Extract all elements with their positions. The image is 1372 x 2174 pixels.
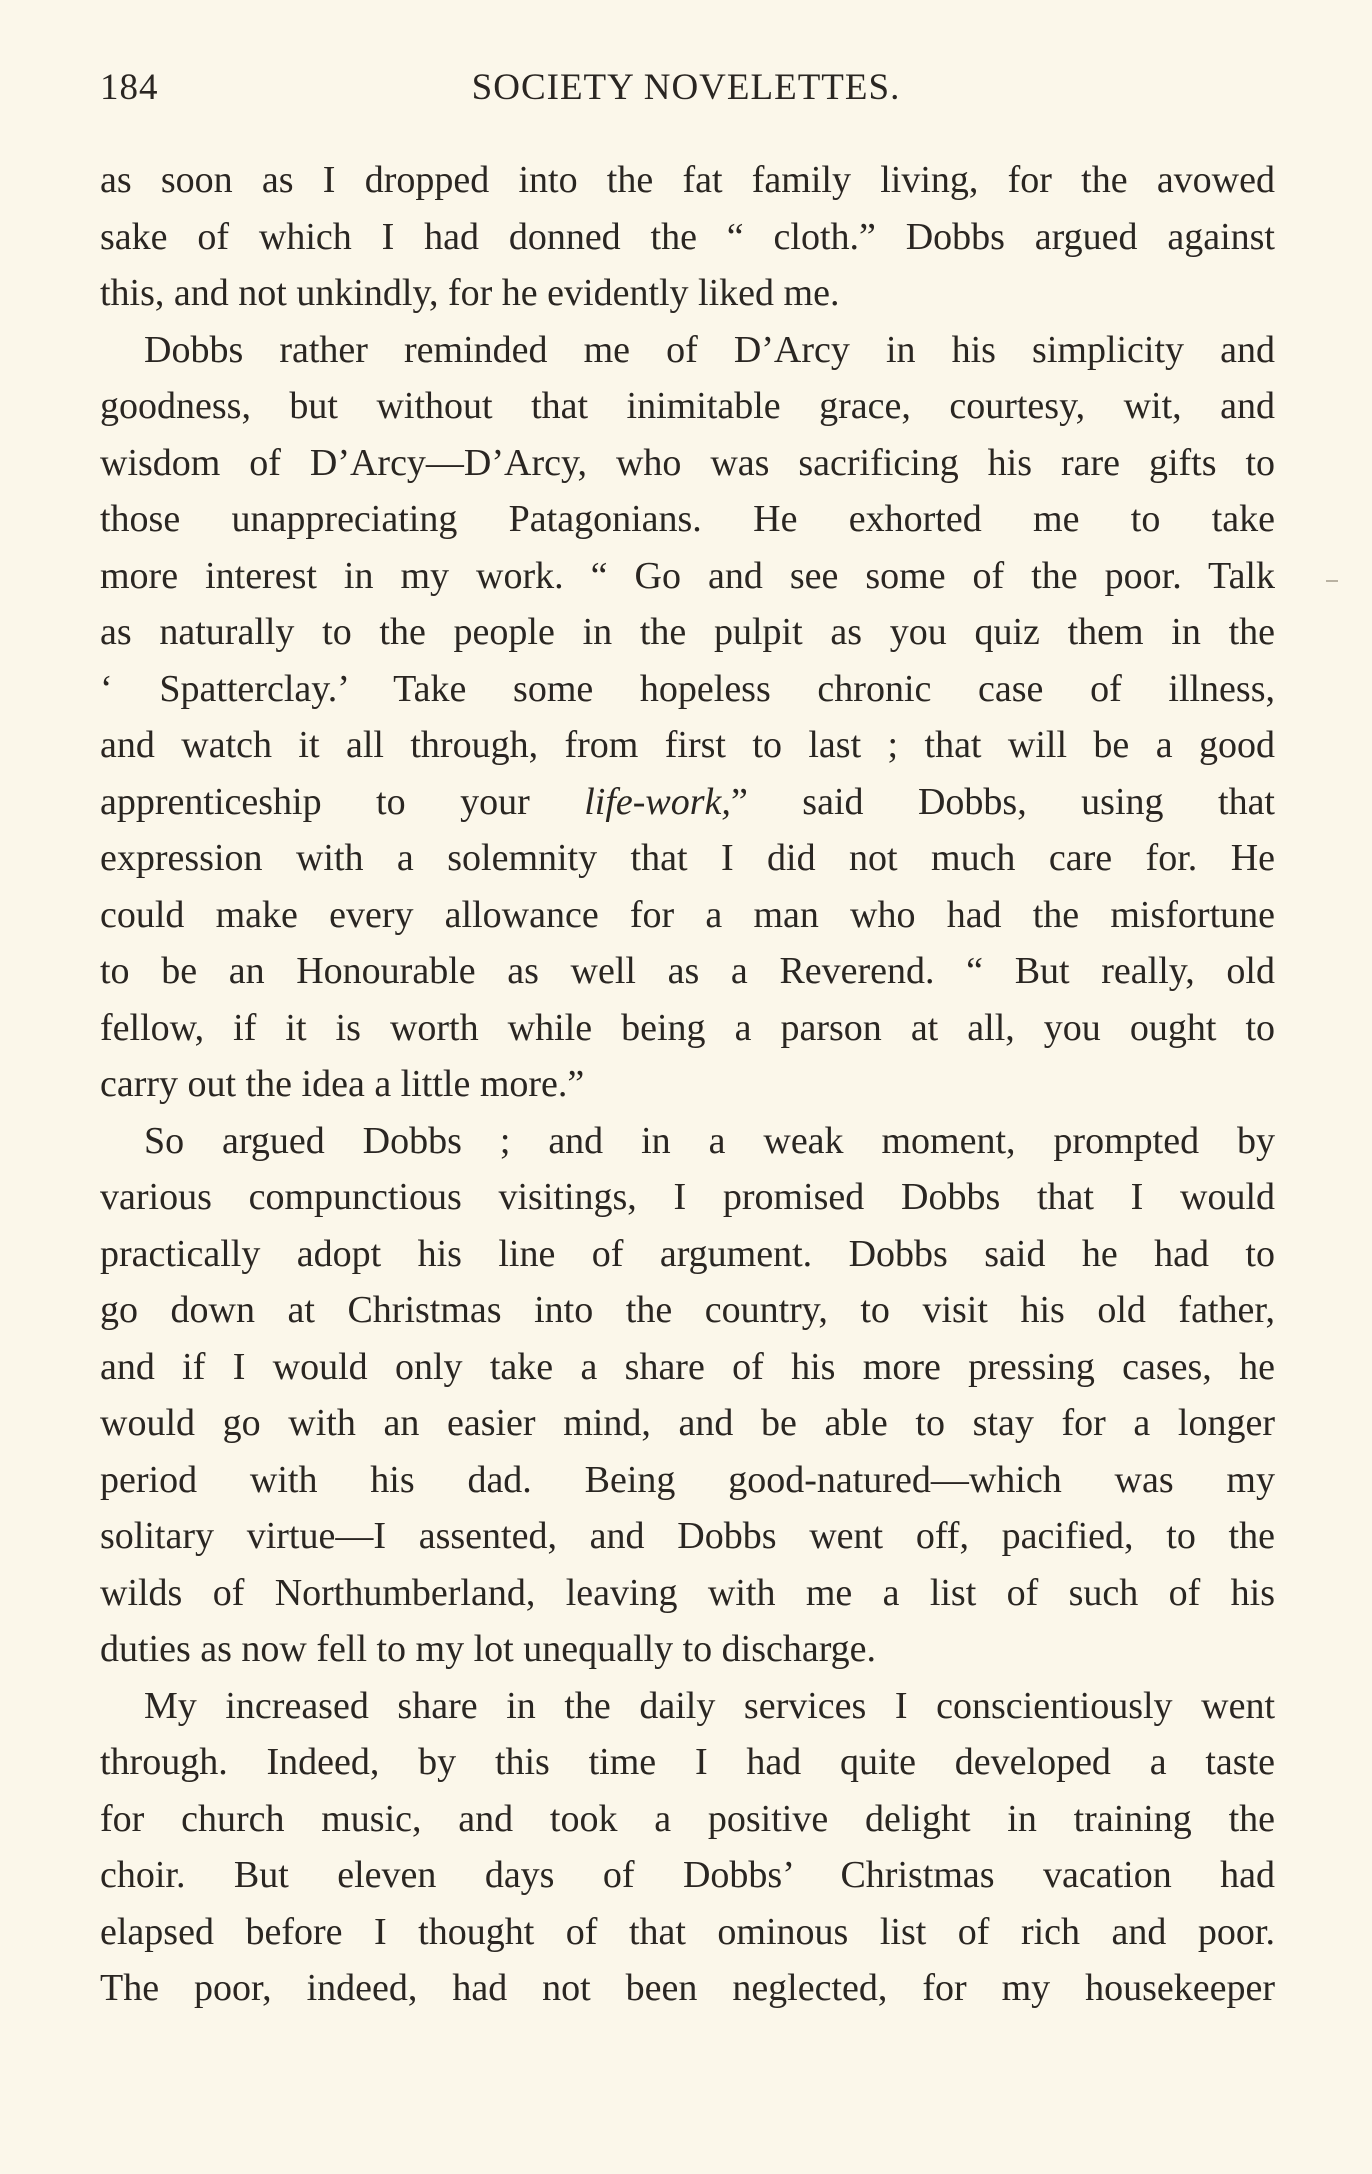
- margin-mark: [1326, 580, 1338, 582]
- page-header: [100, 66, 1272, 116]
- text-line: fellow, if it is worth while being a parson at all, you ought to: [100, 1006, 1275, 1049]
- text-line: Dobbs rather reminded me of D’Arcy in his simplicity and: [144, 328, 1275, 371]
- text-line: this, and not unkindly, for he evidently liked me.: [100, 272, 840, 314]
- text-line: wisdom of D’Arcy—D’Arcy, who was sacrificing his rare gifts to: [100, 441, 1275, 484]
- body-text: [100, 152, 1275, 2017]
- text-line: elapsed before I thought of that ominous list of rich and poor.: [100, 1910, 1275, 1953]
- text-line: various compunctious visitings, I promised Dobbs that I would: [100, 1176, 1275, 1218]
- text-line: So argued Dobbs ; and in a weak moment, prompted by: [144, 1119, 1275, 1162]
- text-line: could make every allowance for a man who had the misfortune: [100, 893, 1275, 936]
- text-line: expression with a solemnity that I did not much care for. He: [100, 837, 1275, 879]
- text-line: wilds of Northumberland, leaving with me a list of such of his: [100, 1571, 1275, 1614]
- text-line: to be an Honourable as well as a Reverend. “ But really, old: [100, 950, 1275, 992]
- text-line: those unappreciating Patagonians. He exhorted me to take: [100, 498, 1275, 540]
- text-line: and watch it all through, from first to last ; that will be a good: [100, 724, 1275, 766]
- text-fragment: apprenticeship to your: [100, 780, 585, 823]
- text-line: carry out the idea a little more.”: [100, 1063, 585, 1105]
- text-line: and if I would only take a share of his more pressing cases, he: [100, 1345, 1275, 1388]
- text-line: more interest in my work. “ Go and see some of the poor. Talk: [100, 554, 1275, 597]
- text-line: solitary virtue—I assented, and Dobbs went off, pacified, to the: [100, 1515, 1275, 1557]
- text-line: practically adopt his line of argument. Dobbs said he had to: [100, 1232, 1275, 1275]
- page-number: 184: [100, 67, 159, 108]
- text-fragment: ” said Dobbs, using that: [730, 780, 1275, 823]
- text-line: through. Indeed, by this time I had quite developed a taste: [100, 1741, 1275, 1783]
- text-line: period with his dad. Being good-natured—which was my: [100, 1458, 1275, 1501]
- text-line: My increased share in the daily services I conscientiously went: [144, 1684, 1275, 1727]
- text-line: sake of which I had donned the “ cloth.” Dobbs argued against: [100, 215, 1275, 258]
- italic-term: life-work,: [584, 780, 731, 823]
- text-line: go down at Christmas into the country, to visit his old father,: [100, 1289, 1275, 1331]
- text-line: [100, 774, 1275, 831]
- text-line: goodness, but without that inimitable grace, courtesy, wit, and: [100, 385, 1275, 427]
- text-line: would go with an easier mind, and be able to stay for a longer: [100, 1402, 1275, 1444]
- text-line: ‘ Spatterclay.’ Take some hopeless chronic case of illness,: [100, 667, 1275, 710]
- text-line: for church music, and took a positive delight in training the: [100, 1797, 1275, 1840]
- text-line: duties as now fell to my lot unequally to discharge.: [100, 1628, 877, 1670]
- running-title: SOCIETY NOVELETTES.: [471, 67, 901, 108]
- text-line: choir. But eleven days of Dobbs’ Christmas vacation had: [100, 1854, 1275, 1896]
- text-line: as naturally to the people in the pulpit as you quiz them in the: [100, 611, 1275, 653]
- text-line: as soon as I dropped into the fat family living, for the avowed: [100, 159, 1275, 201]
- text-line: The poor, indeed, had not been neglected, for my housekeeper: [100, 1967, 1275, 2009]
